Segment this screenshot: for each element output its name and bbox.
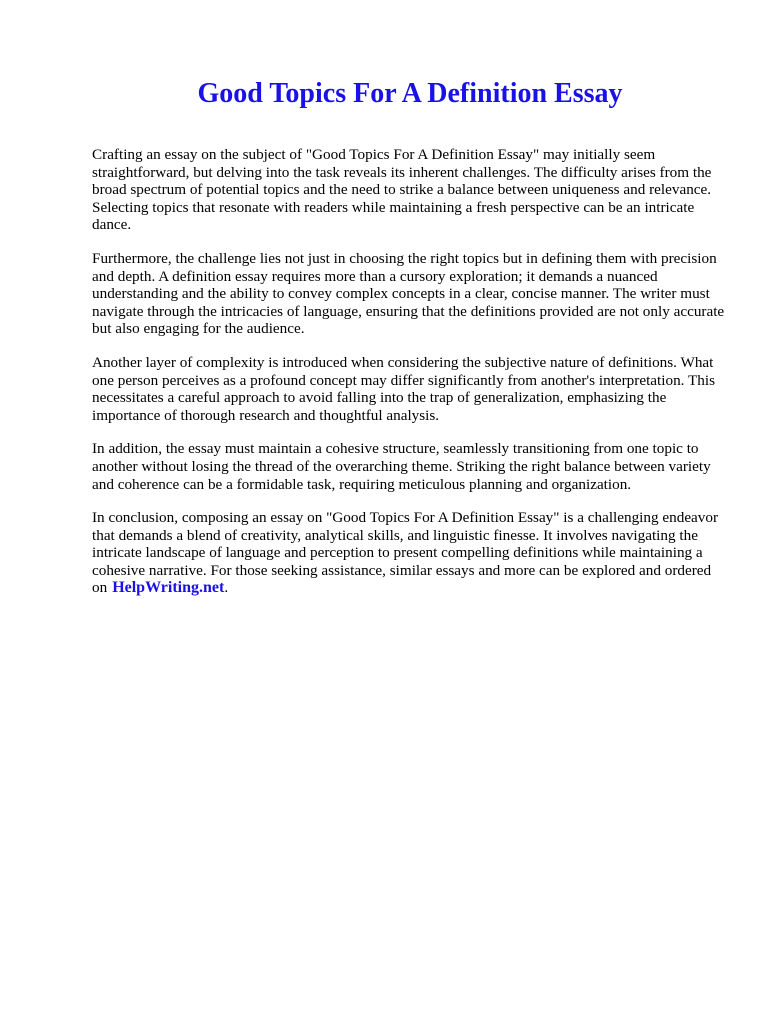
paragraph-4: In addition, the essay must maintain a cohesive structure, seamlessly transitioning from one topic to another without losing the thread of the overarching theme. Striking the right balance between variety and coherence can be a formidable task, requiring meticulous planning and organization. [92,440,711,493]
conclusion-text: In conclusion, composing an essay on "Good Topics For A Definition Essay" is a challenging endeavor that demands a blend of creativity, analytical skills, and linguistic finesse. It involves navigating the intricate landscape of language and perception to present compelling definitions while maintaining a cohesive narrative. For those seeking assistance, similar essays and more can be explored and ordered on [92,509,719,597]
helpwriting-link[interactable]: HelpWriting.net [112,579,225,597]
document-title: Good Topics For A Definition Essay [197,78,623,109]
conclusion-trailing: . [224,579,229,597]
document-body [92,146,732,613]
paragraph-1: Crafting an essay on the subject of "Good Topics For A Definition Essay" may initially seem straightforward, but delving into the task reveals its inherent challenges. The difficulty arises from the broad spectrum of potential topics and the need to strike a balance between uniqueness and relevance. Selecting topics that resonate with readers while maintaining a fresh perspective can be an intricate dance. [92,146,712,234]
paragraph-conclusion [92,509,732,597]
paragraph-2: Furthermore, the challenge lies not just in choosing the right topics but in defining them with precision and depth. A definition essay requires more than a cursory exploration; it demands a nuanced understanding and the ability to convey complex concepts in a clear, concise manner. The writer must navigate through the intricacies of language, ensuring that the definitions provided are not only accurate but also engaging for the audience. [92,249,725,338]
paragraph-3: Another layer of complexity is introduced when considering the subjective nature of definitions. What one person perceives as a profound concept may differ significantly from another's interpretation. This necessitates a careful approach to avoid falling into the trap of generalization, emphasizing the importance of thorough research and thoughtful analysis. [92,353,715,424]
